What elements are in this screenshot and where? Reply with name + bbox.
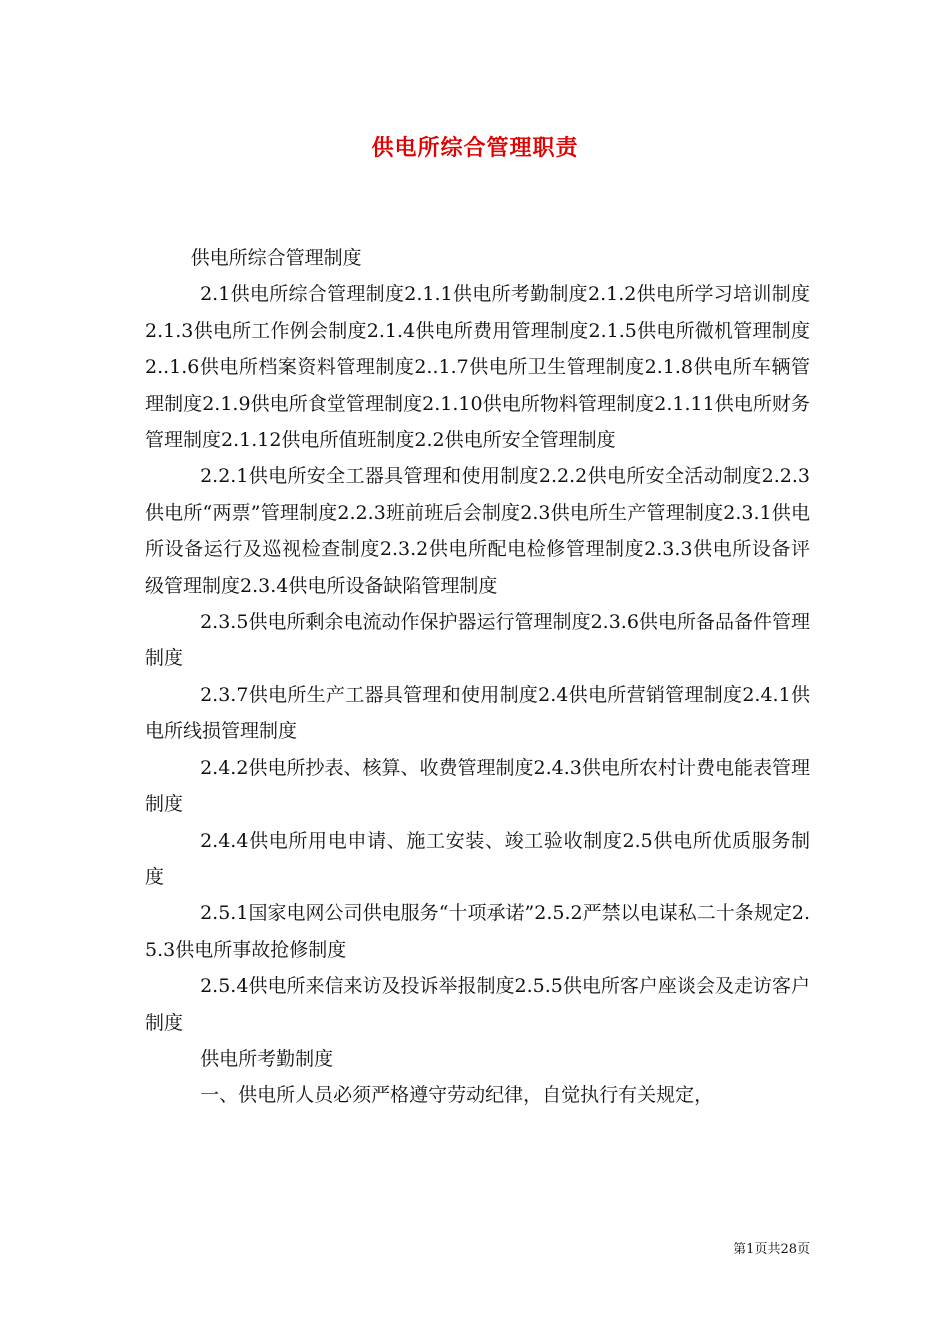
paragraph: 2.4.2供电所抄表、核算、收费管理制度2.4.3供电所农村计费电能表管理制度 [145,756,810,816]
page-number: 第1页共28页 [733,1242,810,1257]
paragraph: 2.3.7供电所生产工器具管理和使用制度2.4供电所营销管理制度2.4.1供电所线损管理制度 [145,683,810,743]
paragraph: 2.5.4供电所来信来访及投诉举报制度2.5.5供电所客户座谈会及走访客户制度 [145,975,810,1034]
paragraph: 一、供电所人员必须严格遵守劳动纪律，自觉执行有关规定， [200,1084,714,1107]
paragraph: 2.2.1供电所安全工器具管理和使用制度2.2.2供电所安全活动制度2.2.3供电所“两票”管理制度2.2.3班前班后会制度2.3供电所生产管理制度2.3.1供电所设备运行及巡视检查制度2.3.2供电所配电检修管理制度2.3.3供电所设备评级管理制度2.3.4供电所设备缺陷管理制度 [145,465,810,597]
paragraph: 2.1供电所综合管理制度2.1.1供电所考勤制度2.1.2供电所学习培训制度2.1.3供电所工作例会制度2.1.4供电所费用管理制度2.1.5供电所微机管理制度2..1.6供电所档案资料管理制度2..1.7供电所卫生管理制度2.1.8供电所车辆管理制度2.1.9供电所食堂管理制度2.1.10供电所物料管理制度2.1.11供电所财务管理制度2.1.12供电所值班制度2.2供电所安全管理制度 [145,283,810,452]
paragraph: 供电所考勤制度 [200,1047,334,1070]
document-title: 供电所综合管理职责 [371,135,579,161]
paragraph: 供电所综合管理制度 [190,247,362,269]
paragraph: 2.3.5供电所剩余电流动作保护器运行管理制度2.3.6供电所备品备件管理制度 [145,611,810,670]
paragraph: 2.5.1国家电网公司供电服务“十项承诺”2.5.2严禁以电谋私二十条规定2.5.3供电所事故抢修制度 [145,902,810,961]
document-body [145,240,810,1114]
paragraph: 2.4.4供电所用电申请、施工安装、竣工验收制度2.5供电所优质服务制度 [145,829,810,888]
